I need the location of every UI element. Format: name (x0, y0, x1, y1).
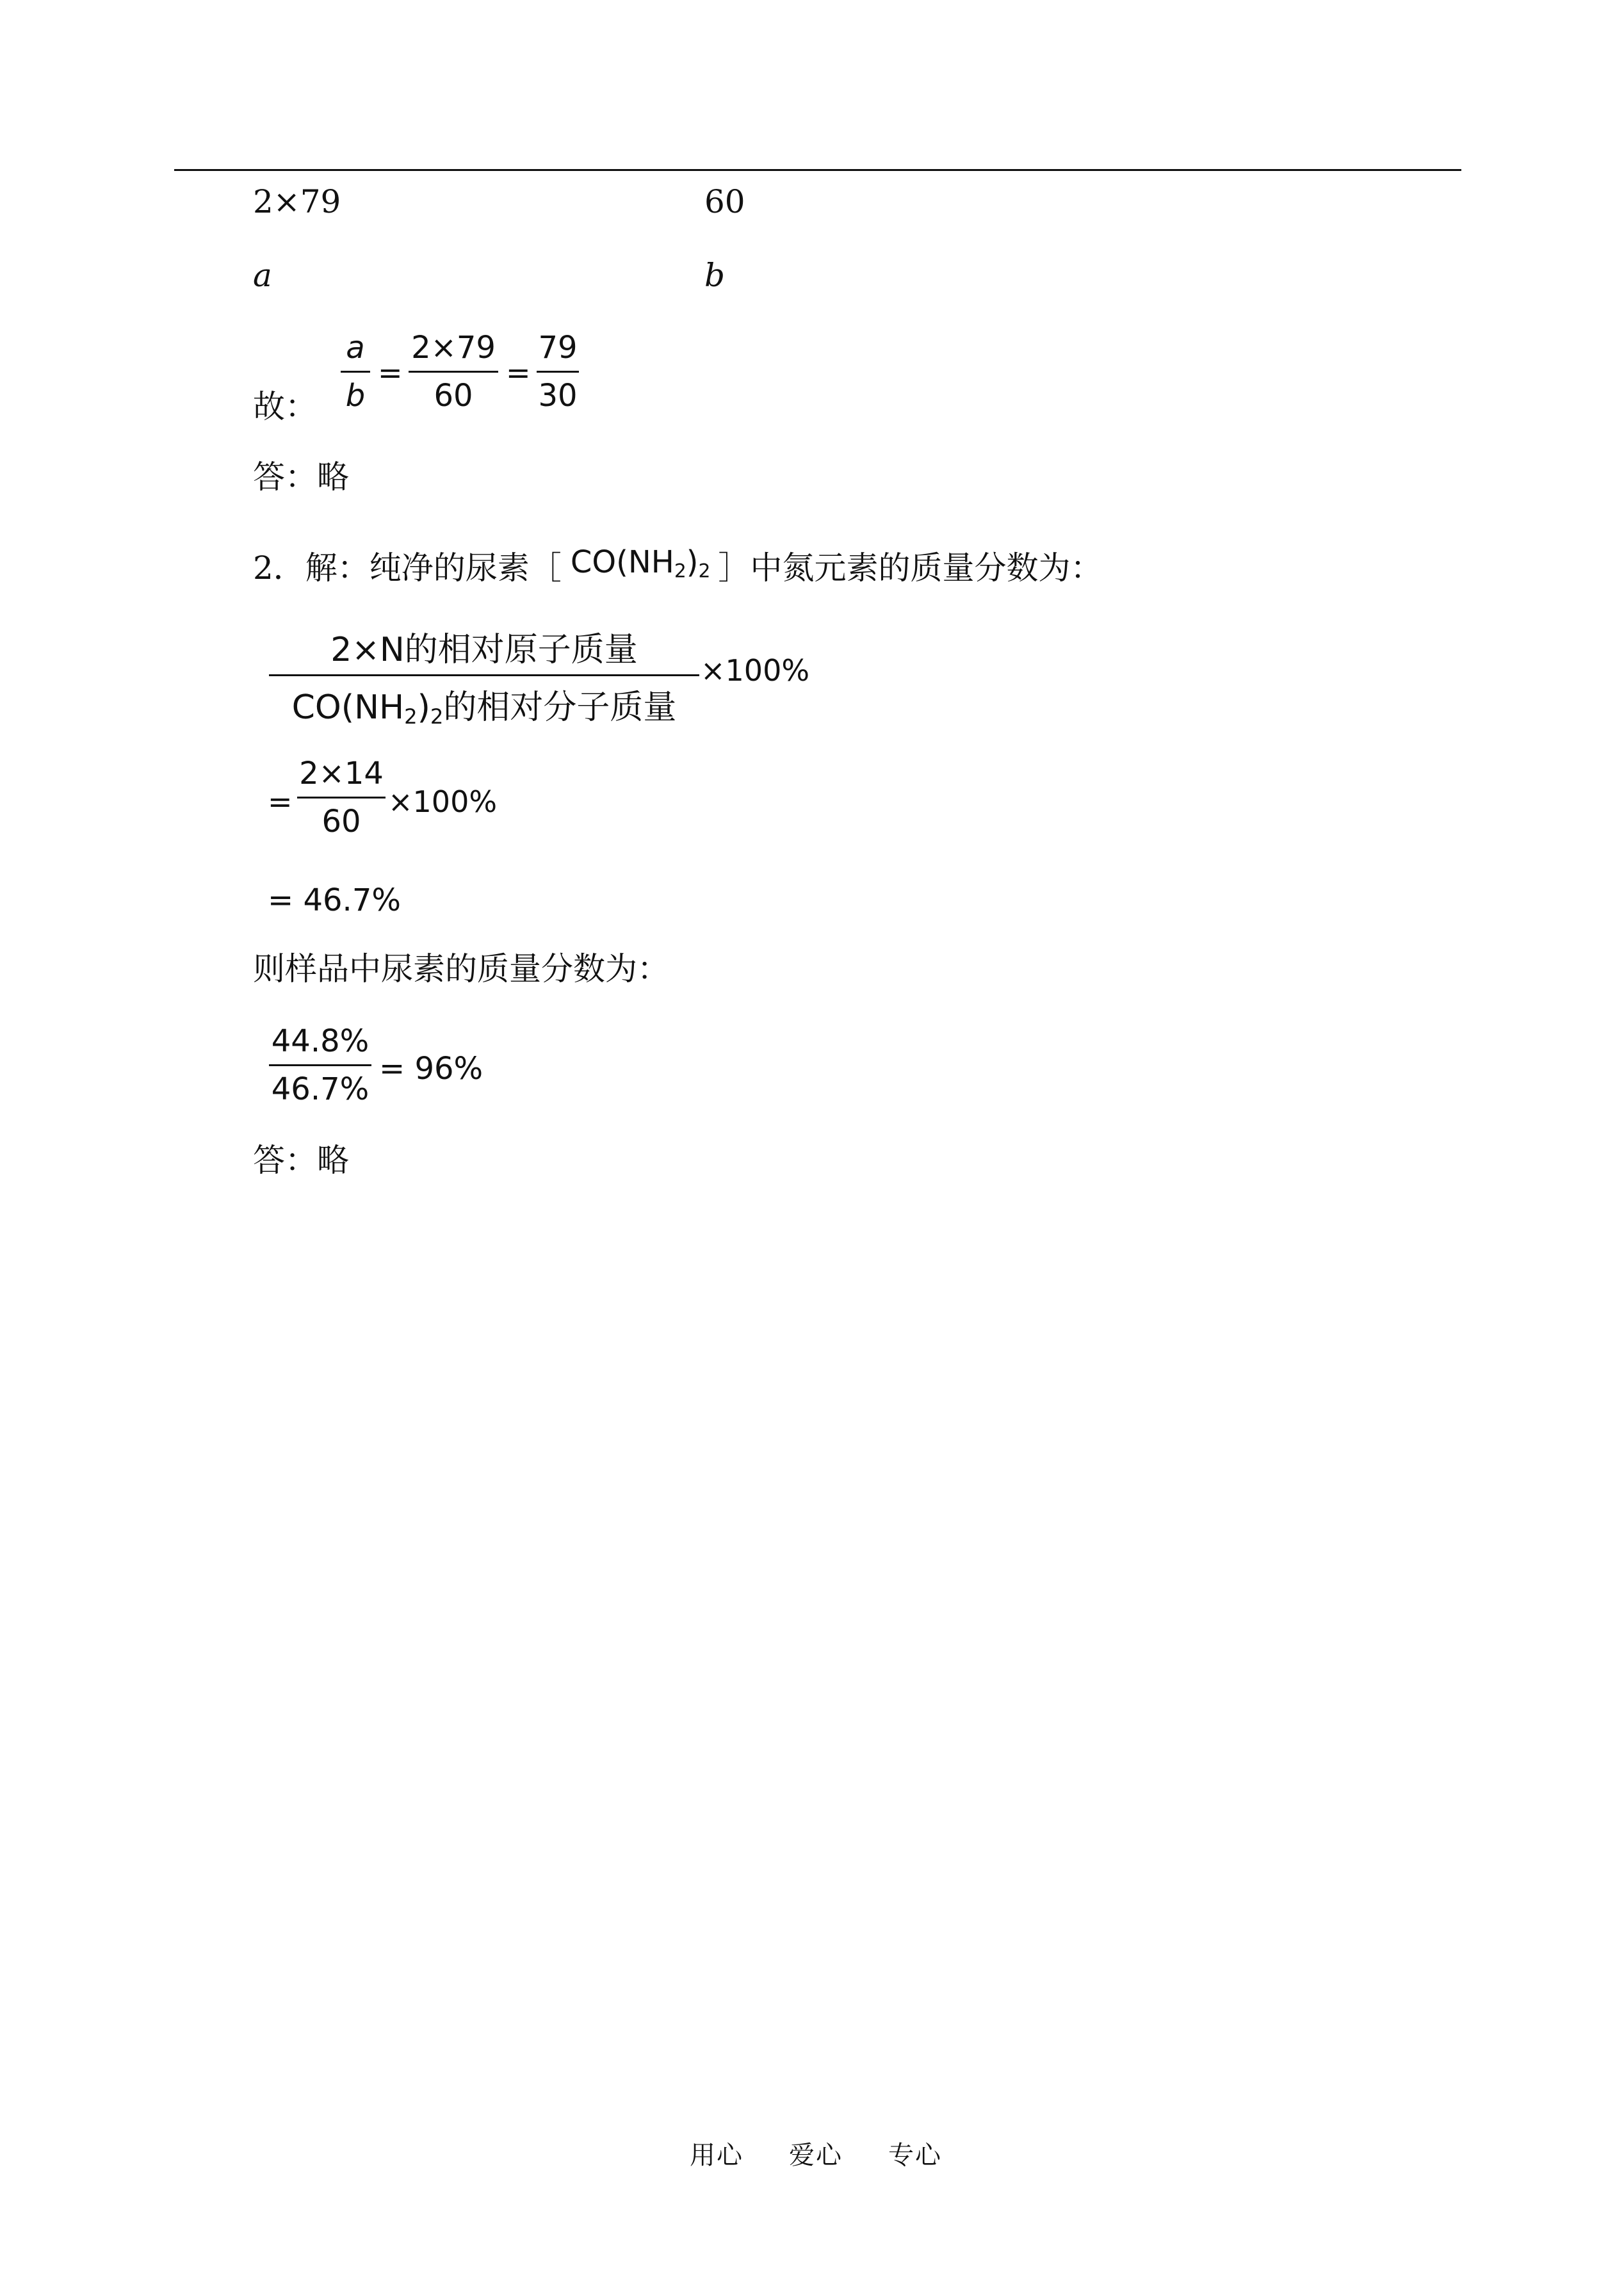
ratio-a-over-b (341, 330, 370, 414)
nitrogen-percentage-result: = 46.7% (268, 882, 401, 918)
den-formula-main: CO(NH (291, 688, 405, 727)
problem2-intro-end: ］中氮元素的质量分数为： (718, 549, 1103, 587)
ratio-rhs-numerator: 79 (538, 330, 578, 366)
fraction-bar (297, 797, 386, 799)
footer-text-2: 爱心 (789, 2141, 843, 2170)
fraction-numerator: 44.8% (271, 1023, 369, 1059)
fraction-numerator: 2×N的相对原子质量 (330, 631, 638, 669)
problem2-intro (253, 544, 1103, 588)
step2-fraction (297, 756, 386, 839)
ratio-mid-numerator: 2×79 (411, 330, 496, 366)
calc1-row1-left: 2×79 (253, 183, 341, 220)
formula-subscript: 2 (698, 560, 711, 583)
ratio-result-fraction (537, 330, 579, 414)
answer-1: 答：略 (253, 458, 349, 496)
fraction-bar (537, 371, 579, 373)
formula-subscript: 2 (430, 704, 444, 729)
sample-line: 则样品中尿素的质量分数为： (253, 950, 669, 987)
equals-sign: = (506, 355, 531, 390)
problem2-intro-start: 2．解：纯净的尿素［ (253, 549, 562, 587)
fraction-bar (269, 1064, 371, 1066)
nitrogen-fraction-formula (269, 622, 699, 728)
answer-2: 答：略 (253, 1142, 349, 1179)
equals-sign: = (378, 355, 403, 390)
calc1-row2-left: a (253, 257, 272, 294)
fraction-denominator: 60 (321, 804, 361, 839)
times-100-percent: ×100% (388, 784, 498, 819)
formula-main: CO(NH (570, 544, 674, 580)
formula-close: ) (686, 544, 699, 580)
ratio-lhs-numerator: a (346, 330, 365, 366)
equals-sign: = (268, 784, 293, 819)
calc1-row2-right: b (704, 257, 726, 294)
fraction-bar (409, 371, 498, 373)
formula-subscript: 2 (404, 704, 418, 729)
ratio-rhs-denominator: 30 (538, 378, 578, 414)
ratio-mid-denominator: 60 (434, 378, 473, 414)
header-rule (174, 169, 1461, 171)
fraction-denominator (292, 680, 677, 728)
den-formula-close: ) (417, 688, 430, 727)
fraction-denominator: 46.7% (271, 1071, 369, 1107)
gu-label: 故： (253, 388, 317, 425)
ratio-middle-fraction (409, 330, 498, 414)
fraction-numerator: 2×14 (299, 756, 384, 791)
calc1-row1-right: 60 (704, 183, 745, 220)
formula-subscript: 2 (674, 560, 686, 583)
footer-text-1: 用心 (690, 2141, 743, 2170)
footer-text-3: 专心 (888, 2141, 942, 2170)
fraction-bar (269, 674, 699, 676)
purity-result: = 96% (379, 1051, 483, 1087)
urea-formula (570, 544, 711, 583)
fraction-bar (341, 371, 370, 373)
times-100-percent: ×100% (701, 653, 810, 688)
den-formula-rest: 的相对分子质量 (443, 688, 677, 727)
ratio-lhs-denominator: b (345, 378, 366, 414)
purity-fraction (269, 1023, 371, 1107)
